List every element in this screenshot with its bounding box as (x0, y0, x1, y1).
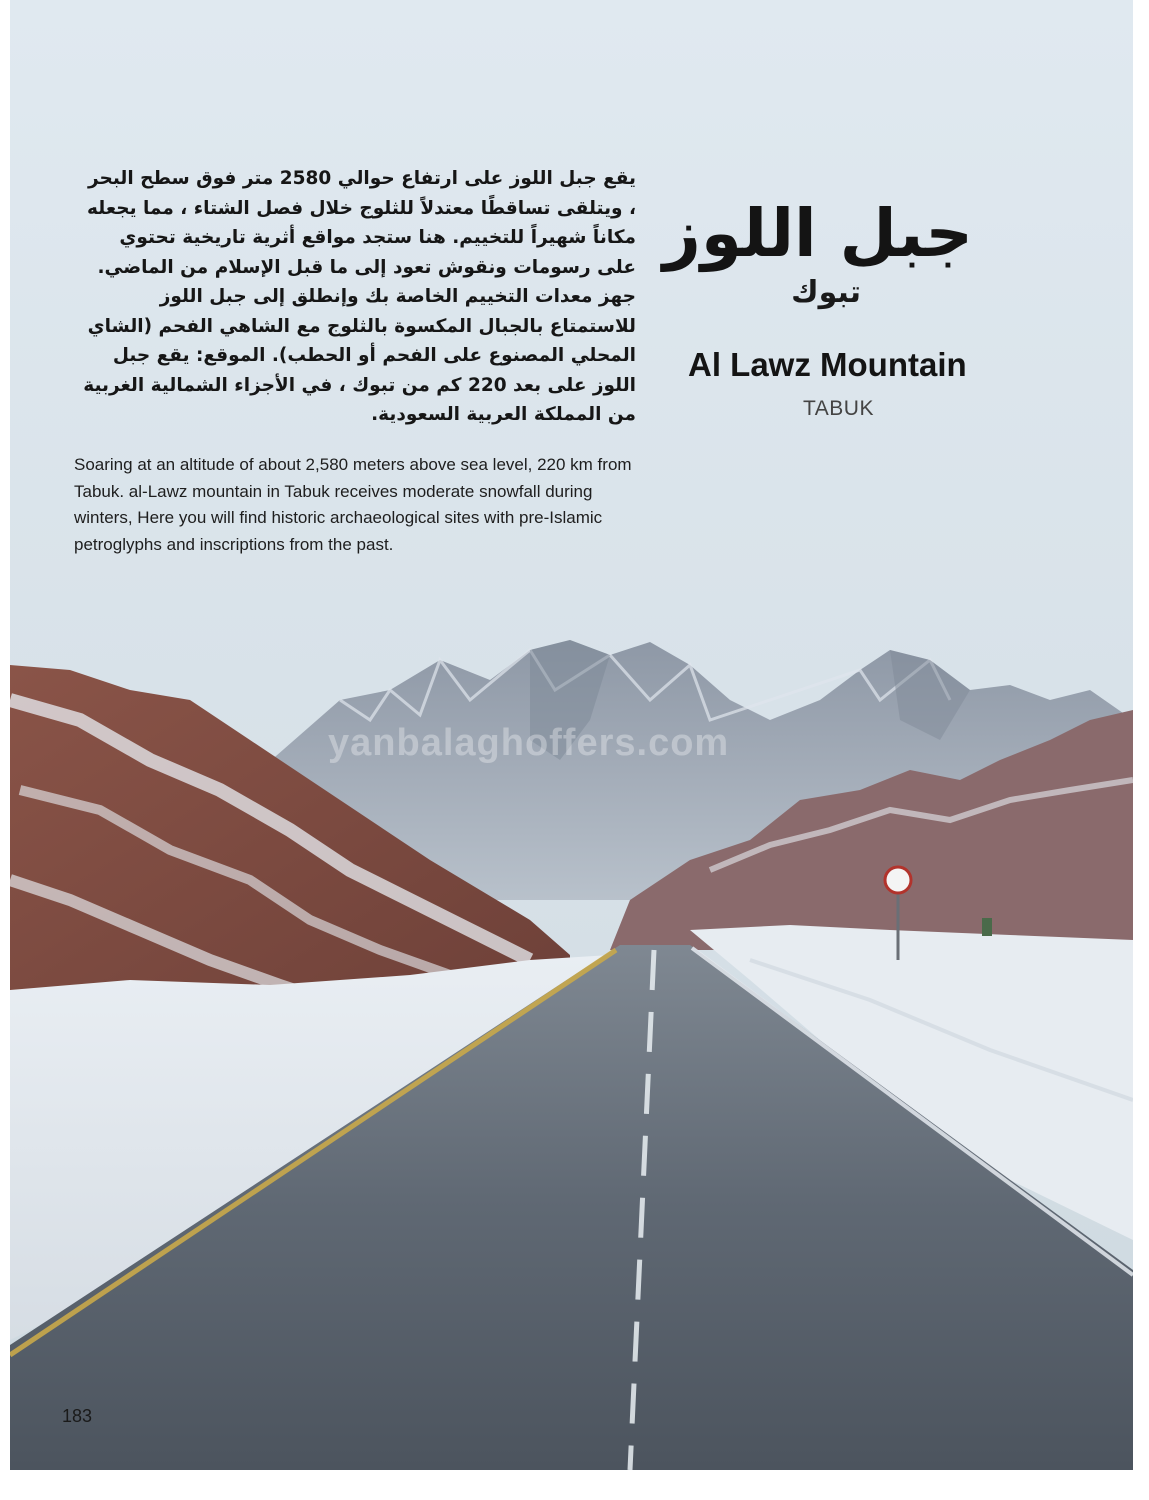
watermark-text: yanbalaghoffers.com (328, 722, 730, 764)
page-number: 183 (62, 1406, 93, 1426)
arabic-title: جبل اللوز (662, 195, 973, 272)
english-subtitle: TABUK (803, 397, 874, 420)
english-title: Al Lawz Mountain (688, 346, 967, 383)
arabic-subtitle: تبوك (791, 275, 861, 310)
magazine-page (10, 0, 1133, 1470)
english-body-text: Soaring at an altitude of about 2,580 meters above sea level, 220 km from Tabuk. al-Lawz mountain in Tabuk receives moderate snowfall during winters, Here you will find historic archaeological sites with pre-Islamic petroglyphs and inscriptions from the past. (74, 455, 632, 554)
arabic-body-text: يقع جبل اللوز على ارتفاع حوالي 2580 متر فوق سطح البحر ، ويتلقى تساقطًا معتدلاً للثلوج خلال فصل الشتاء ، مما يجعله مكاناً شهيراً للتخييم. هنا ستجد مواقع أثرية تاريخية تحتوي على رسومات ونقوش تعود إلى ما قبل الإسلام من الماضي. جهز معدات التخييم الخاصة بك وإنطلق إلى جبل اللوز للاستمتاع بالجبال المكسوة بالثلوج مع الشاهي الفحم (الشاي المحلي المصنوع على الفحم أو الحطب). الموقع: يقع جبل اللوز على بعد 220 كم من تبوك ، في الأجزاء الشمالية الغربية من المملكة العربية السعودية. (83, 168, 636, 425)
